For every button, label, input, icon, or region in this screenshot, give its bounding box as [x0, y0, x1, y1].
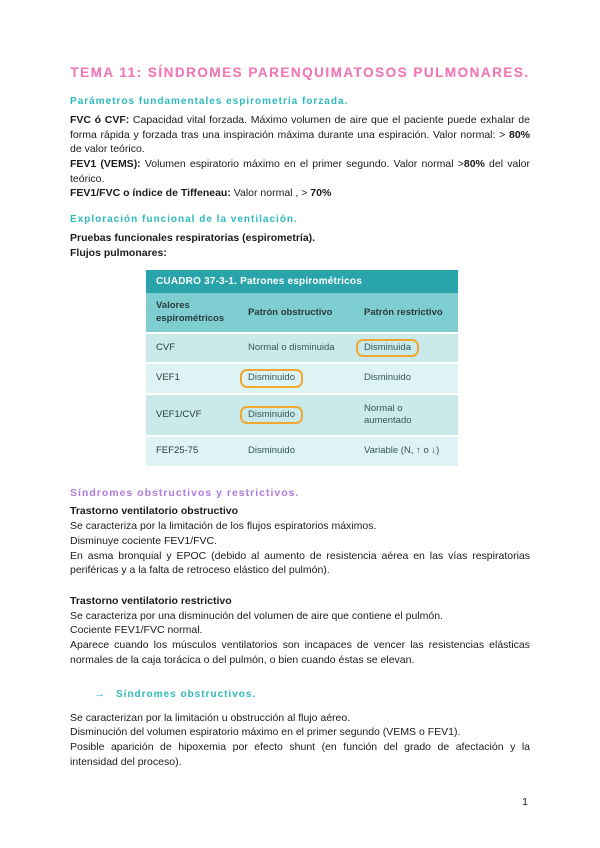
- heading-exploracion: Exploración funcional de la ventilación.: [70, 214, 298, 226]
- body-line: Disminuye cociente FEV1/FVC.: [70, 534, 218, 547]
- table-header-row: [146, 293, 458, 334]
- table-cell: [238, 364, 354, 392]
- body-line: Se caracteriza por una disminución del volumen de aire que contiene el pulmón.: [70, 609, 443, 622]
- table-cell: Disminuido: [248, 445, 295, 457]
- table-cell: [238, 395, 354, 436]
- highlight-box: Disminuido: [240, 406, 303, 424]
- body-line: Cociente FEV1/FVC normal.: [70, 624, 203, 637]
- table-cell: Variable (N, ↑ o ↓): [364, 445, 440, 457]
- arrow-icon: →: [94, 688, 106, 701]
- body-line: Aparece cuando los músculos ventilatorios son incapaces de vencer las resistencias elásticas normales de la caja torácica o del pulmón, o bien cuando éstas se elevan.: [70, 638, 530, 666]
- paragraph-fev1: FEV1 (VEMS): Volumen espiratorio máximo en el primer segundo. Valor normal >80% del valor teórico.: [70, 157, 530, 185]
- paragraph-tiffeneau: FEV1/FVC o índice de Tiffeneau: Valor normal , > 70%: [70, 187, 332, 200]
- page-title: TEMA 11: SÍNDROMES PARENQUIMATOSOS PULMONARES.: [70, 65, 530, 80]
- arrow-heading-label: Síndromes obstructivos.: [116, 689, 257, 701]
- spacer: [70, 578, 530, 594]
- column-header: Patrón obstructivo: [248, 306, 333, 318]
- page-number: 1: [522, 796, 528, 809]
- subheading-obstructivo: Trastorno ventilatorio obstructivo: [70, 505, 239, 518]
- heading-sindromes-obstructivos: [94, 687, 530, 702]
- line-flujos: Flujos pulmonares:: [70, 246, 167, 259]
- row-label: FEF25-75: [156, 445, 199, 457]
- row-label: VEF1/CVF: [156, 408, 202, 420]
- body-line: Se caracterizan por la limitación u obstrucción al flujo aéreo.: [70, 711, 351, 724]
- table-cell: Normal o disminuida: [248, 342, 335, 354]
- body-line: Posible aparición de hipoxemia por efecto shunt (en función del grado de afectación y la intensidad del proceso).: [70, 741, 530, 768]
- subheading-restrictivo: Trastorno ventilatorio restrictivo: [70, 594, 232, 607]
- table-row: [146, 334, 458, 364]
- highlight-box: Disminuido: [240, 369, 303, 387]
- column-header: Patrón restrictivo: [364, 306, 443, 318]
- body-line: Se caracteriza por la limitación de los flujos espiratorios máximos.: [70, 520, 377, 533]
- table-cell: Disminuido: [364, 372, 411, 384]
- column-header: Valores espirométricos: [156, 300, 225, 324]
- line-pruebas: Pruebas funcionales respiratorias (espirometría).: [70, 232, 316, 245]
- row-label: CVF: [156, 342, 175, 354]
- paragraph-fvc: FVC ó CVF: Capacidad vital forzada. Máximo volumen de aire que el paciente puede exhalar de forma rápida y forzada tras una inspiración máxima durante una espiración. Valor normal: > 80% de valor teórico.: [70, 113, 530, 156]
- body-line: En asma bronquial y EPOC (debido al aumento de resistencia aérea en las vías respiratorias periféricas y a la falta de retroceso elástico del pulmón).: [70, 549, 530, 577]
- espirometria-table: [146, 270, 458, 467]
- table-row: [146, 437, 458, 467]
- table-cell: Normal o aumentado: [364, 402, 412, 427]
- row-label: VEF1: [156, 372, 180, 384]
- table-row: [146, 395, 458, 438]
- heading-parametros: Parámetros fundamentales espirometría forzada.: [70, 95, 349, 107]
- highlight-box: Disminuida: [356, 339, 419, 357]
- table-cell: [354, 334, 458, 362]
- spacer: [70, 201, 530, 213]
- heading-sindromes: Síndromes obstructivos y restrictivos.: [70, 486, 300, 499]
- body-line: Disminución del volumen espiratorio máximo en el primer segundo (VEMS o FEV1).: [70, 726, 461, 739]
- table-title: CUADRO 37-3-1. Patrones espirométricos: [146, 270, 458, 293]
- table-row: [146, 364, 458, 394]
